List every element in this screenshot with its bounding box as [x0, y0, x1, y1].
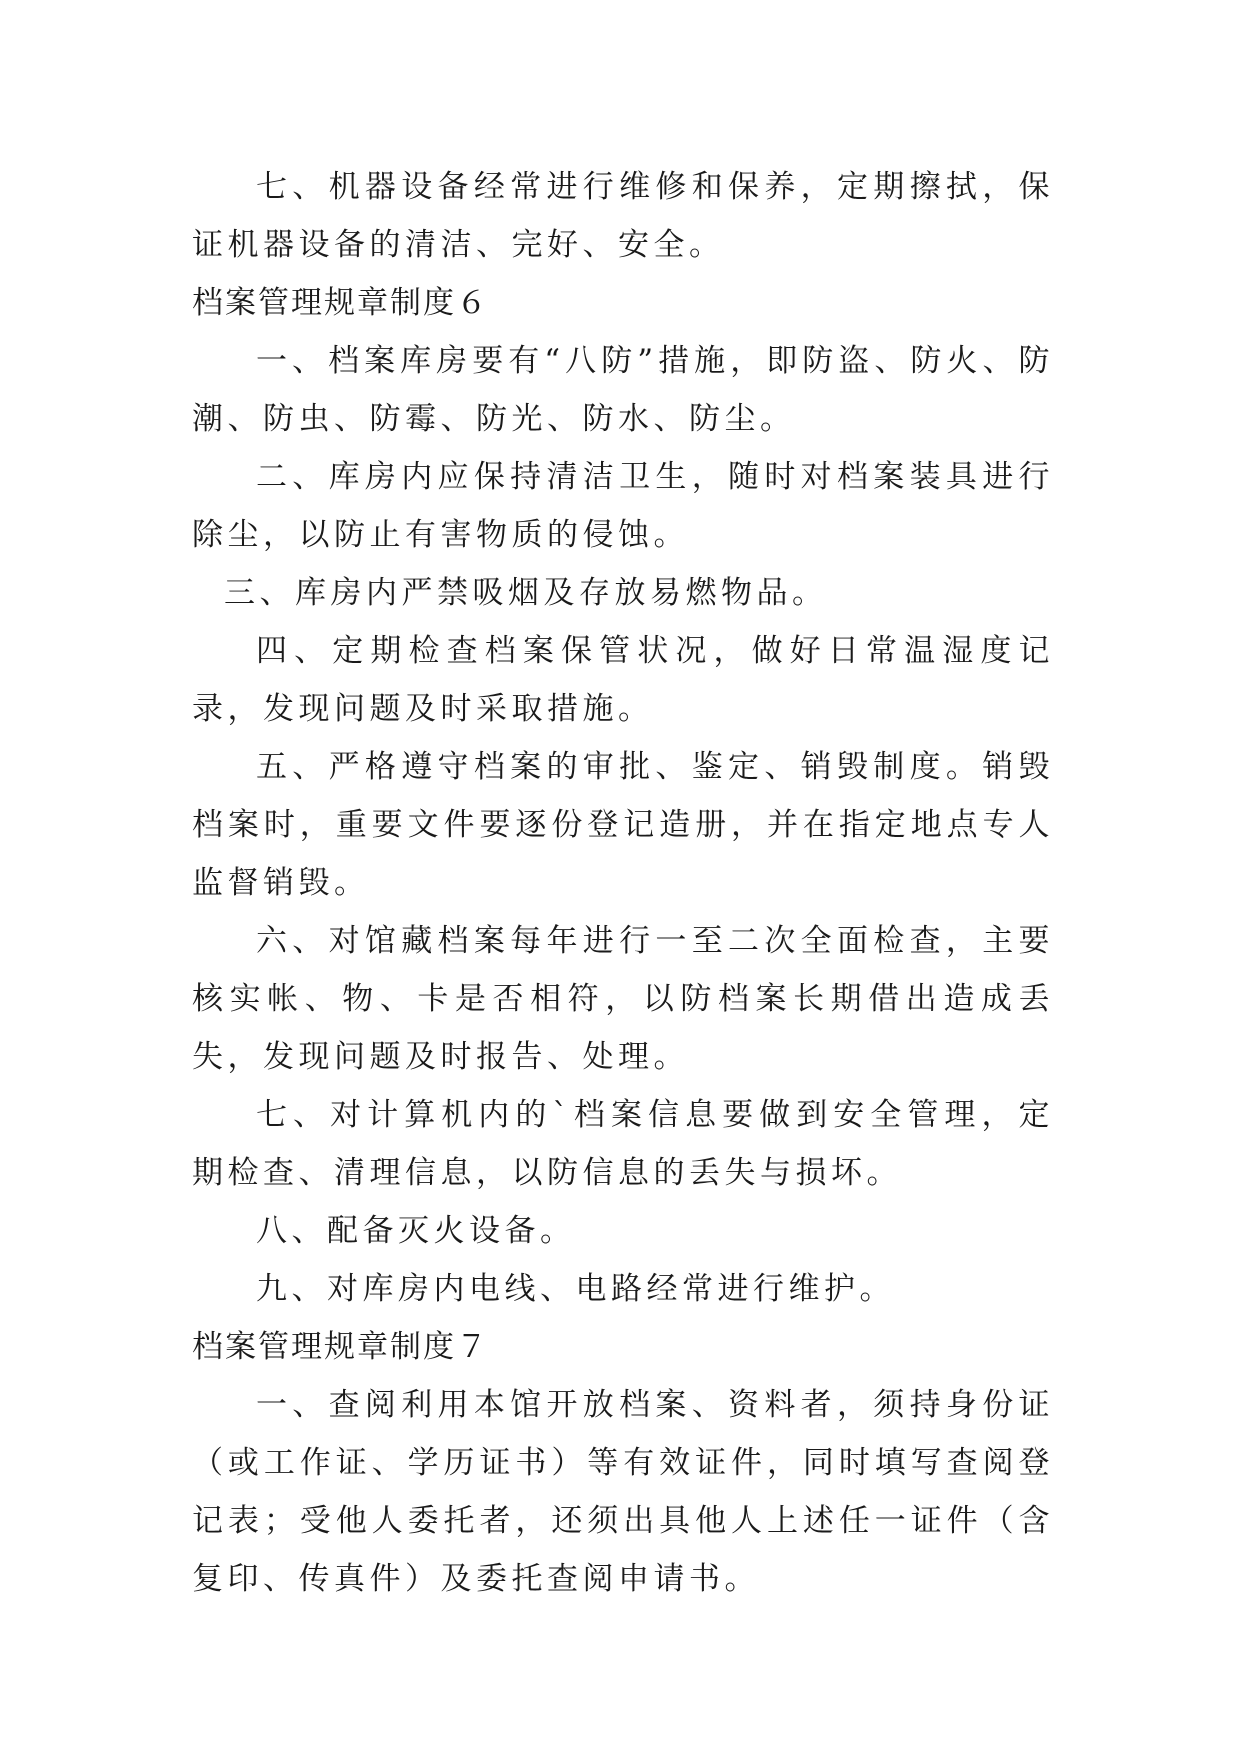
paragraph-regular-inspection: 四、定期检查档案保管状况，做好日常温湿度记录，发现问题及时采取措施。: [192, 633, 1054, 727]
paragraph-wiring-maintenance: 九、对库房内电线、电路经常进行维护。: [256, 1271, 895, 1307]
section-heading-6: 档案管理规章制度６: [192, 285, 489, 321]
paragraph-machine-maintenance: 七、机器设备经常进行维修和保养，定期擦拭，保证机器设备的清洁、完好、安全。: [192, 169, 1054, 263]
paragraph-eight-protections: 一、档案库房要有“八防”措施，即防盗、防火、防潮、防虫、防霉、防光、防水、防尘。: [192, 343, 1054, 437]
paragraph-no-smoking: 三、库房内严禁吸烟及存放易燃物品。: [224, 575, 828, 611]
section-heading-7: 档案管理规章制度７: [192, 1329, 489, 1365]
paragraph-annual-check: 六、对馆藏档案每年进行一至二次全面检查，主要核实帐、物、卡是否相符，以防档案长期借出造成丢失，发现问题及时报告、处理。: [192, 923, 1054, 1075]
paragraph-computer-security: 七、对计算机内的`档案信息要做到安全管理，定期检查、清理信息，以防信息的丢失与损坏。: [192, 1097, 1054, 1191]
paragraph-access-requirements: 一、查阅利用本馆开放档案、资料者，须持身份证（或工作证、学历证书）等有效证件，同时填写查阅登记表；受他人委托者，还须出具他人上述任一证件（含复印、传真件）及委托查阅申请书。: [192, 1387, 1054, 1597]
paragraph-cleanliness: 二、库房内应保持清洁卫生，随时对档案装具进行除尘，以防止有害物质的侵蚀。: [192, 459, 1054, 553]
document-page: [192, 158, 1054, 1608]
paragraph-fire-equipment: 八、配备灭火设备。: [256, 1213, 576, 1249]
paragraph-approval-destruction: 五、严格遵守档案的审批、鉴定、销毁制度。销毁档案时，重要文件要逐份登记造册，并在指定地点专人监督销毁。: [192, 749, 1054, 901]
